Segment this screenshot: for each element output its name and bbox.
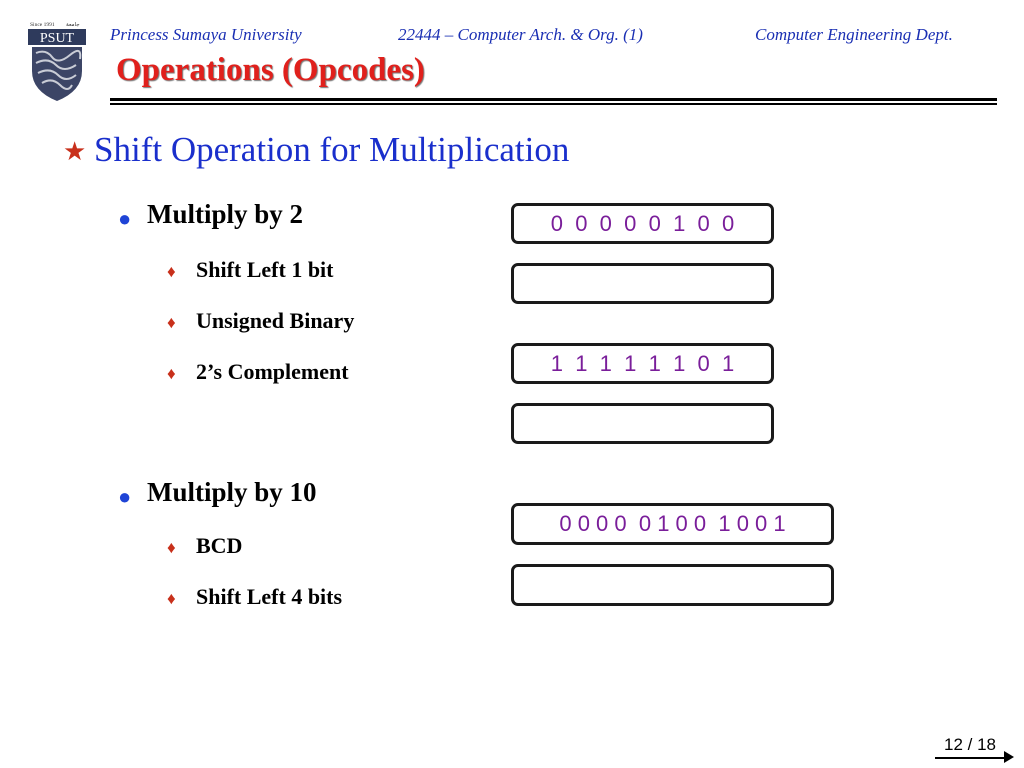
diamond-icon: ♦ (167, 313, 176, 332)
psut-logo (26, 19, 88, 103)
page-number: 12 / 18 (944, 735, 996, 754)
sub-item-shift-left-1: Shift Left 1 bit (196, 257, 334, 282)
diamond-icon: ♦ (167, 589, 176, 608)
diamond-icon: ♦ (167, 538, 176, 557)
sub-item-shift-left-4: Shift Left 4 bits (196, 584, 343, 609)
diamond-icon: ♦ (167, 364, 176, 383)
bullet-icon: ● (118, 206, 132, 231)
list-item-multiply-10: Multiply by 10 (147, 477, 317, 507)
title-rule (110, 98, 997, 101)
unsigned-result-box (511, 263, 774, 304)
list-item-multiply-2: Multiply by 2 (147, 199, 304, 229)
logo-arabic-text: جامعة (66, 22, 80, 28)
bcd-result-box (511, 564, 834, 606)
bullet-icon: ● (118, 484, 132, 509)
course-name: 22444 – Computer Arch. & Org. (1) (398, 25, 643, 44)
next-arrow-icon[interactable] (1004, 751, 1014, 763)
twos-result-box (511, 403, 774, 444)
twos-value-box: 1 1 1 1 1 1 0 1 (511, 343, 774, 384)
title-rule-thin (110, 103, 997, 105)
sub-item-unsigned: Unsigned Binary (196, 308, 355, 333)
section-heading: Shift Operation for Multiplication (94, 130, 570, 169)
university-name: Princess Sumaya University (110, 25, 302, 44)
slide-title: Operations (Opcodes) (116, 52, 425, 88)
department-name: Computer Engineering Dept. (755, 25, 953, 44)
logo-acronym: PSUT (39, 31, 75, 46)
page-underline (935, 757, 1009, 759)
bcd-value-box: 0 0 0 0 0 1 0 0 1 0 0 1 (511, 503, 834, 545)
unsigned-value-box: 0 0 0 0 0 1 0 0 (511, 203, 774, 244)
star-icon: ★ (63, 137, 87, 166)
logo-since-text: Since 1991 (30, 22, 55, 28)
sub-item-bcd: BCD (196, 533, 243, 558)
diamond-icon: ♦ (167, 262, 176, 281)
sub-item-twos-complement: 2’s Complement (196, 359, 349, 384)
